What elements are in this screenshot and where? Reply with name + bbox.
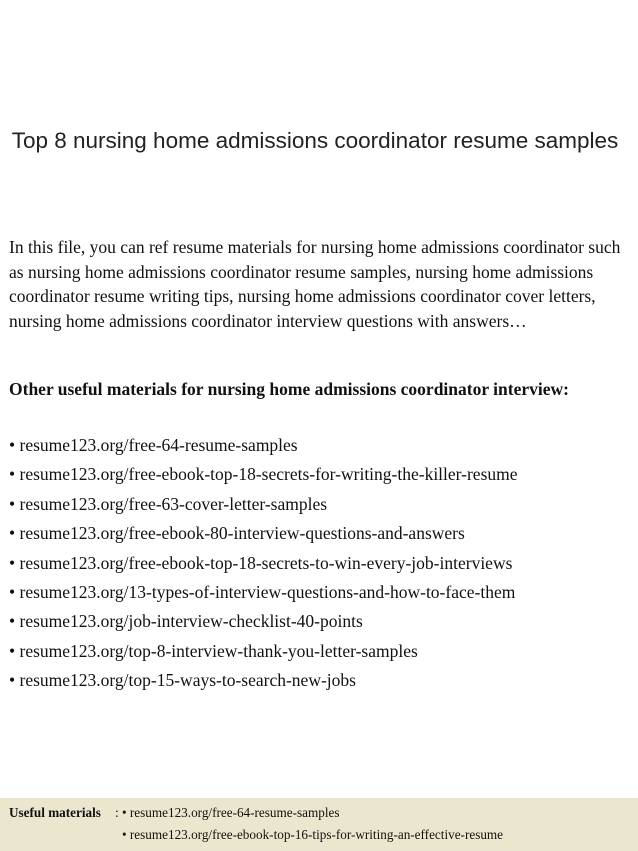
material-link[interactable]: • resume123.org/free-64-resume-samples — [9, 435, 298, 455]
materials-link-list — [9, 431, 634, 696]
material-link[interactable]: • resume123.org/top-15-ways-to-search-new-jobs — [9, 670, 356, 691]
material-link[interactable]: • resume123.org/free-ebook-top-18-secrets-to-win-every-job-interviews — [9, 552, 513, 573]
material-link[interactable]: • resume123.org/free-ebook-top-18-secrets-for-writing-the-killer-resume — [9, 464, 518, 485]
footer-link[interactable]: • resume123.org/free-ebook-top-16-tips-for-writing-an-effective-resume — [122, 827, 504, 842]
footer-link[interactable]: • resume123.org/free-64-resume-samples — [122, 805, 340, 820]
material-link[interactable]: • resume123.org/top-8-interview-thank-you-letter-samples — [9, 640, 418, 661]
material-link[interactable]: • resume123.org/job-interview-checklist-40-points — [9, 611, 363, 632]
material-link[interactable]: • resume123.org/free-ebook-80-interview-questions-and-answers — [9, 523, 465, 544]
footer-label: Useful materials — [9, 805, 101, 820]
footer-colon: : — [115, 805, 119, 820]
footer-bar — [0, 798, 638, 851]
material-link[interactable]: • resume123.org/13-types-of-interview-questions-and-how-to-face-them — [9, 582, 516, 603]
other-materials-heading: Other useful materials for nursing home admissions coordinator interview: — [9, 379, 569, 399]
page-title: Top 8 nursing home admissions coordinator resume samples — [11, 128, 619, 153]
footer-link-list — [122, 802, 503, 846]
intro-paragraph: In this file, you can ref resume materials for nursing home admissions coordinator such as nursing home admissions coordinator resume samples, nursing home admissions coordinator resume writing tips, nursing home admissions coordinator cover letters, nursing home admissions coordinator interview questions with answers… — [9, 237, 621, 331]
material-link[interactable]: • resume123.org/free-63-cover-letter-samples — [9, 493, 328, 514]
